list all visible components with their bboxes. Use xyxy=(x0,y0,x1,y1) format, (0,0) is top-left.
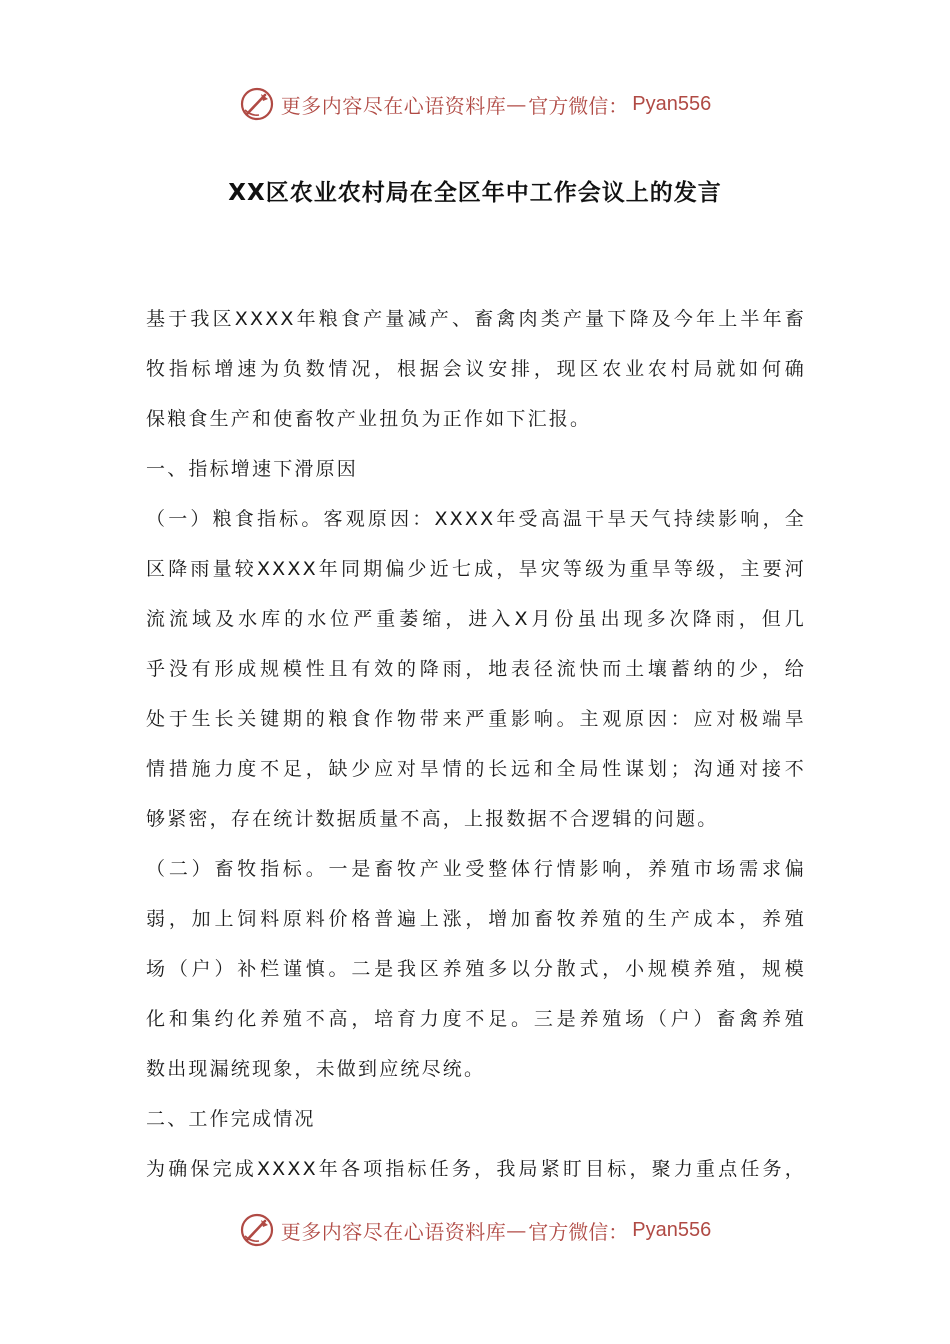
body-line: （二）畜牧指标。一是畜牧产业受整体行情影响，养殖市场需求偏 xyxy=(146,858,806,880)
banner-separator: — xyxy=(506,92,527,116)
document-body xyxy=(146,294,806,1194)
pen-circle-logo-icon xyxy=(239,86,275,122)
banner-wechat-label: 官方微信： xyxy=(528,1219,629,1244)
banner-wechat-label: 官方微信： xyxy=(528,93,629,118)
body-line: 保粮食生产和使畜牧产业扭负为正作如下汇报。 xyxy=(146,408,592,430)
body-line: 流流域及水库的水位严重萎缩，进入X月份虽出现多次降雨，但几 xyxy=(146,608,806,630)
banner-wechat-id: Pyan556 xyxy=(632,1218,712,1241)
body-line: 够紧密，存在统计数据质量不高，上报数据不合逻辑的问题。 xyxy=(146,808,719,830)
banner-wechat-id: Pyan556 xyxy=(632,92,712,115)
body-line: 场（户）补栏谨慎。二是我区养殖多以分散式，小规模养殖，规模 xyxy=(146,958,806,980)
body-line: 处于生长关键期的粮食作物带来严重影响。主观原因：应对极端旱 xyxy=(146,708,806,730)
body-line: 乎没有形成规模性且有效的降雨，地表径流快而土壤蓄纳的少，给 xyxy=(146,658,806,680)
banner-separator: — xyxy=(506,1218,527,1242)
section-heading: 一、指标增速下滑原因 xyxy=(146,458,359,480)
watermark-banner-bottom xyxy=(0,1210,950,1250)
body-line: 情措施力度不足，缺少应对旱情的长远和全局性谋划；沟通对接不 xyxy=(146,758,806,780)
body-line: 牧指标增速为负数情况，根据会议安排，现区农业农村局就如何确 xyxy=(146,358,806,380)
body-line: 基于我区XXXX年粮食产量减产、畜禽肉类产量下降及今年上半年畜 xyxy=(146,308,806,330)
body-line: 化和集约化养殖不高，培育力度不足。三是养殖场（户）畜禽养殖 xyxy=(146,1008,806,1030)
body-line: 数出现漏统现象，未做到应统尽统。 xyxy=(146,1058,486,1080)
body-line: 为确保完成XXXX年各项指标任务，我局紧盯目标，聚力重点任务， xyxy=(146,1158,806,1180)
document-title: XX区农业农村局在全区年中工作会议上的发言 xyxy=(228,180,722,206)
body-line: 区降雨量较XXXX年同期偏少近七成，旱灾等级为重旱等级，主要河 xyxy=(146,558,806,580)
section-heading: 二、工作完成情况 xyxy=(146,1108,316,1130)
body-line: （一）粮食指标。客观原因：XXXX年受高温干旱天气持续影响，全 xyxy=(146,508,806,530)
body-line: 弱，加上饲料原料价格普遍上涨，增加畜牧养殖的生产成本，养殖 xyxy=(146,908,806,930)
banner-text: 更多内容尽在心语资料库 xyxy=(280,1219,507,1244)
banner-text: 更多内容尽在心语资料库 xyxy=(280,93,507,118)
watermark-banner-top xyxy=(0,84,950,124)
pen-circle-logo-icon xyxy=(239,1212,275,1248)
